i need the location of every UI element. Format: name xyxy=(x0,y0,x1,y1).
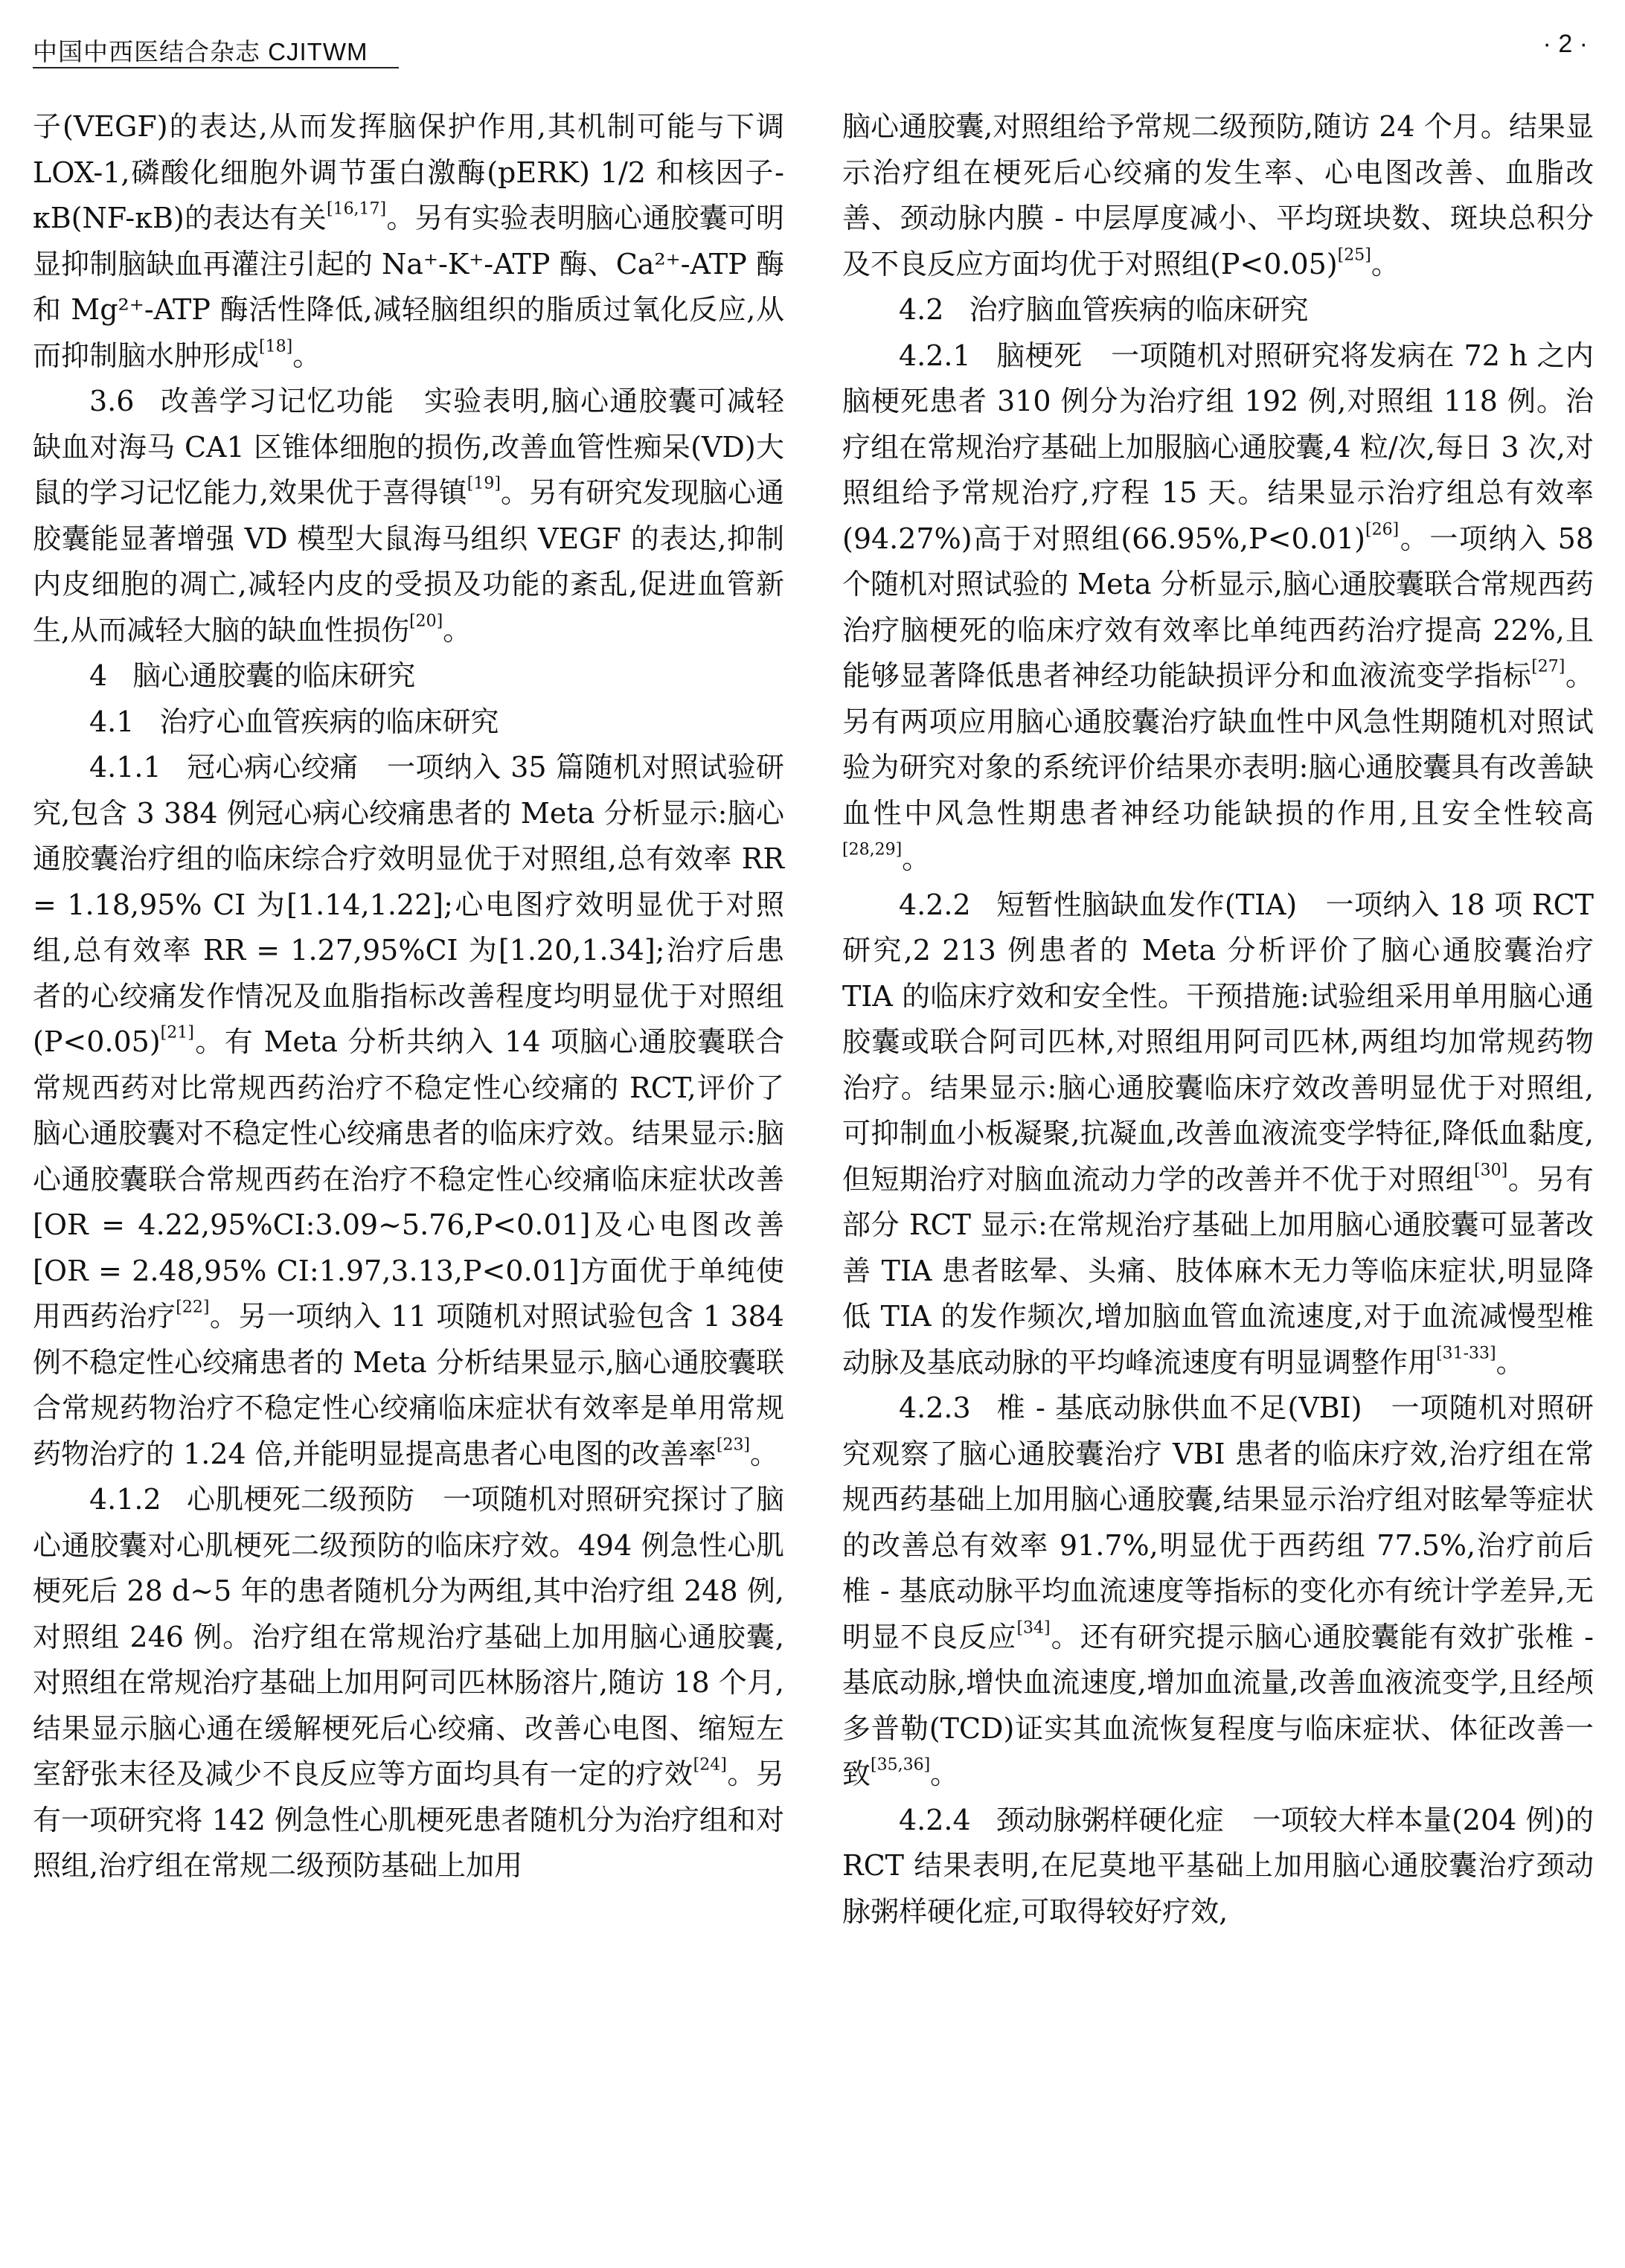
citation: [16,17] xyxy=(326,199,387,219)
citation: [19] xyxy=(467,474,501,493)
citation: [31-33] xyxy=(1436,1343,1496,1362)
section-number: 4.1 xyxy=(89,705,135,738)
section-number: 3.6 xyxy=(89,385,135,417)
section-title: 椎 - 基底动脉供血不足(VBI) xyxy=(996,1391,1362,1424)
section-title: 颈动脉粥样硬化症 xyxy=(996,1803,1224,1836)
paragraph-text: 实验表明,脑心通胶囊可减轻缺血对海马 CA1 区锥体细胞的损伤,改善血管性痴呆(VD)大鼠的学习记忆能力,效果优于喜得镇 xyxy=(33,385,784,509)
paragraph-text: 子(VEGF)的表达,从而发挥脑保护作用,其机制可能与下调 LOX-1,磷酸化细胞外调节蛋白激酶(pERK) 1/2 和核因子-κB(NF-κB)的表达有关 xyxy=(33,110,784,234)
citation: [24] xyxy=(693,1755,727,1775)
section-title: 治疗心血管疾病的临床研究 xyxy=(159,705,499,738)
paragraph-text: 。另有一项研究将 142 例急性心肌梗死患者随机分为治疗组和对照组,治疗组在常规二级预防基础上加用 xyxy=(33,1758,784,1882)
citation: [30] xyxy=(1474,1160,1508,1179)
left-column xyxy=(33,104,784,1889)
paragraph-vegf xyxy=(33,104,784,379)
citation: [27] xyxy=(1531,657,1565,676)
section-4-2-4 xyxy=(842,1798,1594,1935)
paragraph-text: 一项纳入 18 项 RCT 研究,2 213 例患者的 Meta 分析评价了脑心通胶囊治疗 TIA 的临床疗效和安全性。干预措施:试验组采用单用脑心通胶囊或联合阿司匹林,对照组用阿司匹林,两组均加常规药物治疗。结果显示:脑心通胶囊临床疗效改善明显优于对照组,可抑制血小板凝聚,抗凝血,改善血液流变学特征,降低血黏度,但短期治疗对脑血流动力学的改善并不优于对照组 xyxy=(842,888,1594,1196)
paragraph-text: 。 xyxy=(292,339,321,372)
paragraph-text: 一项随机对照研究将发病在 72 h 之内脑梗死患者 310 例分为治疗组 192 例,对照组 118 例。治疗组在常规治疗基础上加服脑心通胶囊,4 粒/次,每日 3 次,对照组给予常规治疗,疗程 15 天。结果显示治疗组总有效率(94.27%)高于对照组(66.95%,P<0.01) xyxy=(842,339,1594,555)
section-title: 治疗脑血管疾病的临床研究 xyxy=(969,293,1309,326)
section-4-2-3 xyxy=(842,1386,1594,1798)
section-4-2-2 xyxy=(842,882,1594,1386)
header-rule xyxy=(33,67,399,68)
right-column xyxy=(842,104,1594,1935)
section-3-6 xyxy=(33,379,784,653)
paragraph-text: 脑心通胶囊,对照组给予常规二级预防,随访 24 个月。结果显示治疗组在梗死后心绞痛的发生率、心电图改善、血脂改善、颈动脉内膜 - 中层厚度减小、平均斑块数、斑块总积分及不良反应方面均优于对照组(P<0.05) xyxy=(842,110,1594,281)
paragraph-text: 。另有研究发现脑心通胶囊能显著增强 VD 模型大鼠海马组织 VEGF 的表达,抑制内皮细胞的凋亡,减轻内皮的受损及功能的紊乱,促进血管新生,从而减轻大脑的缺血性损伤 xyxy=(33,476,784,647)
citation: [28,29] xyxy=(842,840,903,859)
section-title: 脑心通胶囊的临床研究 xyxy=(132,659,416,692)
section-4-1-2 xyxy=(33,1477,784,1889)
citation: [18] xyxy=(259,336,293,356)
paragraph-text: 。另有部分 RCT 显示:在常规治疗基础上加用脑心通胶囊可显著改善 TIA 患者眩晕、头痛、肢体麻木无力等临床症状,明显降低 TIA 的发作频次,增加脑血管血流速度,对于血流减慢型椎动脉及基底动脉的平均峰流速度有明显调整作用 xyxy=(842,1162,1594,1379)
paragraph-text: 。有 Meta 分析共纳入 14 项脑心通胶囊联合常规西药对比常规西药治疗不稳定性心绞痛的 RCT,评价了脑心通胶囊对不稳定性心绞痛患者的临床疗效。结果显示:脑心通胶囊联合常规西药在治疗不稳定性心绞痛临床症状改善[OR = 4.22,95%CI:3.09~5.76,P<0.01]及心电图改善[OR = 2.48,95% CI:1.97,3.13,P<0.01]方面优于单纯使用西药治疗 xyxy=(33,1025,784,1333)
paragraph-text: 。另有实验表明脑心通胶囊可明显抑制脑缺血再灌注引起的 Na⁺-K⁺-ATP 酶、Ca²⁺-ATP 酶和 Mg²⁺-ATP 酶活性降低,减轻脑组织的脂质过氧化反应,从而抑制脑水肿形成 xyxy=(33,202,784,372)
paragraph-text: 。 xyxy=(750,1437,779,1470)
section-4-2-1 xyxy=(842,333,1594,882)
citation: [23] xyxy=(716,1435,751,1454)
section-title: 脑梗死 xyxy=(996,339,1083,372)
citation: [25] xyxy=(1337,245,1371,264)
section-number: 4.2 xyxy=(899,293,944,326)
journal-title: 中国中西医结合杂志 CJITWM xyxy=(33,38,368,65)
paragraph-text: 。一项纳入 58 个随机对照试验的 Meta 分析显示,脑心通胶囊联合常规西药治疗脑梗死的临床疗效有效率比单纯西药治疗提高 22%,且能够显著降低患者神经功能缺损评分和血液流变学指标 xyxy=(842,522,1594,692)
citation: [35,36] xyxy=(871,1755,931,1775)
section-title: 冠心病心绞痛 xyxy=(186,751,359,784)
page-number: · 2 · xyxy=(1542,30,1588,58)
paragraph-text: 。 xyxy=(443,613,472,647)
section-number: 4.1.2 xyxy=(89,1483,161,1516)
paragraph-text: 。还有研究提示脑心通胶囊能有效扩张椎 - 基底动脉,增快血流速度,增加血流量,改善血液流变学,且经颅多普勒(TCD)证实其血流恢复程度与临床症状、体征改善一致 xyxy=(842,1620,1594,1790)
section-number: 4.1.1 xyxy=(89,751,161,784)
paragraph-text: 一项随机对照研究观察了脑心通胶囊治疗 VBI 患者的临床疗效,治疗组在常规西药基础上加用脑心通胶囊,结果显示治疗组对眩晕等症状的改善总有效率 91.7%,明显优于西药组 77.5%,治疗前后椎 - 基底动脉平均血流速度等指标的变化亦有统计学差异,无明显不良反应 xyxy=(842,1391,1594,1653)
section-title: 改善学习记忆功能 xyxy=(159,385,395,417)
paragraph-text: 一项较大样本量(204 例)的 RCT 结果表明,在尼莫地平基础上加用脑心通胶囊治疗颈动脉粥样硬化症,可取得较好疗效, xyxy=(842,1803,1594,1928)
section-number: 4 xyxy=(89,659,108,692)
section-title: 短暂性脑缺血发作(TIA) xyxy=(996,888,1298,921)
citation: [26] xyxy=(1365,519,1400,539)
section-title: 心肌梗死二级预防 xyxy=(186,1483,414,1516)
paragraph-text: 。另一项纳入 11 项随机对照试验包含 1 384 例不稳定性心绞痛患者的 Meta 分析结果显示,脑心通胶囊联合常规药物治疗不稳定性心绞痛临床症状有效率是单用常规药物治疗的 1.24 倍,并能明显提高患者心电图的改善率 xyxy=(33,1300,784,1470)
citation: [21] xyxy=(160,1023,194,1042)
heading-4-2 xyxy=(842,287,1594,333)
paragraph-text: 一项随机对照研究探讨了脑心通胶囊对心肌梗死二级预防的临床疗效。494 例急性心肌梗死后 28 d~5 年的患者随机分为两组,其中治疗组 248 例,对照组 246 例。治疗组在常规治疗基础上加用脑心通胶囊,对照组在常规治疗基础上加用阿司匹林肠溶片,随访 18 个月,结果显示脑心通在缓解梗死后心绞痛、改善心电图、缩短左室舒张末径及减少不良反应等方面均具有一定的疗效 xyxy=(33,1483,784,1790)
paragraph-continued xyxy=(842,104,1594,287)
citation: [20] xyxy=(409,611,443,630)
paragraph-text: 。 xyxy=(1496,1345,1525,1379)
heading-4-1 xyxy=(33,699,784,746)
section-4-1-1 xyxy=(33,745,784,1477)
section-number: 4.2.4 xyxy=(899,1803,971,1836)
citation: [34] xyxy=(1016,1618,1051,1637)
paragraph-text: 。 xyxy=(1371,247,1400,281)
section-number: 4.2.3 xyxy=(899,1391,971,1424)
paragraph-text: 。 xyxy=(930,1758,959,1790)
citation: [22] xyxy=(176,1298,210,1317)
paragraph-text: 。 xyxy=(902,842,931,875)
paragraph-text: 一项纳入 35 篇随机对照试验研究,包含 3 384 例冠心病心绞痛患者的 Meta 分析显示:脑心通胶囊治疗组的临床综合疗效明显优于对照组,总有效率 RR = 1.18,95% CI 为[1.14,1.22];心电图疗效明显优于对照组,总有效率 RR = 1.27,95%CI 为[1.20,1.34];治疗后患者的心绞痛发作情况及血脂指标改善程度均明显优于对照组(P<0.05) xyxy=(33,751,784,1058)
heading-4 xyxy=(33,653,784,699)
section-number: 4.2.1 xyxy=(899,339,971,372)
paragraph-text: 。另有两项应用脑心通胶囊治疗缺血性中风急性期随机对照试验为研究对象的系统评价结果亦表明:脑心通胶囊具有改善缺血性中风急性期患者神经功能缺损的作用,且安全性较高 xyxy=(842,659,1594,830)
section-number: 4.2.2 xyxy=(899,888,971,921)
